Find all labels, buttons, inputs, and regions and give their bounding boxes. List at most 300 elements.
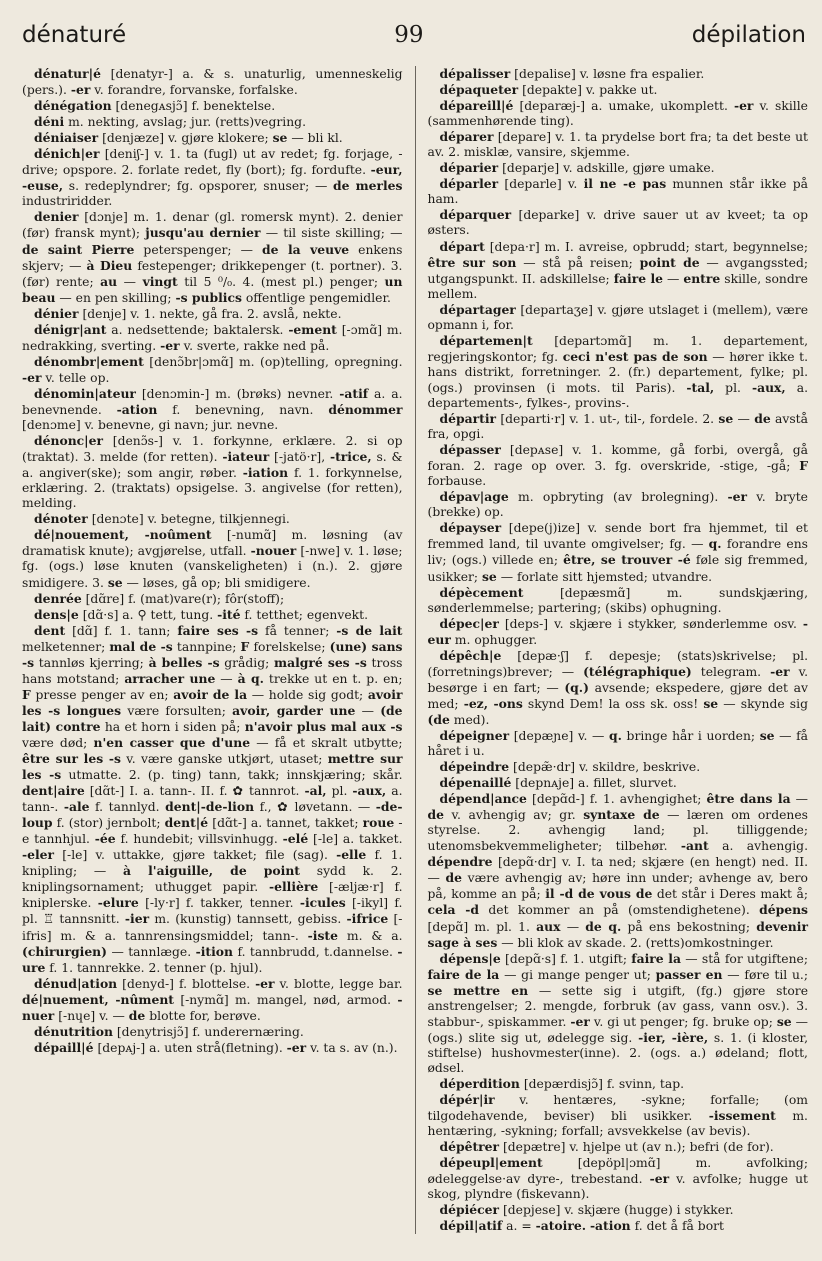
entry-text: [-numɑ̃] m. løsning (av dramatisk knute); avgjørelse, utfall. (22, 528, 403, 559)
entry-text: s. redeplyndrer; fg. opsporer, snuser; — (63, 179, 333, 194)
entry-text: s. 1. (i kloster, stiftelse) hushovmester(inne). 2. (ogs. a.) ødeland; flott, ødsel. (427, 1030, 809, 1075)
dictionary-entry (428, 775, 809, 791)
entry-headword: F (22, 686, 31, 702)
entry-headword: dépiécer (439, 1202, 500, 1218)
entry-headword: -ier, -ière, (638, 1029, 709, 1045)
entry-text: [departi·r] v. 1. ut-, til-, fordele. 2. (496, 412, 719, 427)
entry-text: [-jatö·r], (269, 450, 330, 465)
entry-text: avsende; ekspedere, gjøre det av med; (427, 680, 808, 711)
dictionary-entry (428, 1202, 809, 1218)
entry-headword: passer en (655, 966, 723, 982)
entry-headword: jusqu'au dernier (145, 225, 261, 241)
entry-text: a. departements-, fylkes-, provins-. (427, 380, 808, 410)
dictionary-entry (22, 306, 403, 322)
entry-headword: déparquer (439, 207, 512, 223)
entry-headword: dénich|er (34, 146, 100, 162)
entry-headword: dens|e (34, 606, 79, 622)
dictionary-entry (428, 442, 809, 489)
entry-text: [deniʃ-] v. 1. ta (fugl) ut av redet; fg. forjage, -drive; opspore. 2. forlate redet, fly (bort); fg. fordufte. (22, 147, 403, 178)
entry-columns (22, 66, 808, 1234)
entry-headword: dénombr|ement (34, 353, 144, 369)
entry-text: [-nwe] v. 1. løse; fg. (ogs.) løse knuten (vanskeligheten) i (n.). 2. gjøre smidigere. 3. (22, 544, 403, 590)
entry-headword: dépareill|é (439, 98, 514, 114)
entry-text: [departɔmɑ̃] m. 1. departement, regjeringskontor; fg. (427, 333, 808, 364)
entry-headword: -ure (22, 943, 403, 975)
entry-text: trekke ut en t. p. en; (263, 671, 403, 686)
entry-text: m. ophugger. (450, 632, 538, 647)
entry-text: [dɑ̃] f. 1. tann; (65, 623, 178, 638)
entry-headword: déparer (439, 129, 494, 145)
entry-headword: dénonc|er (34, 433, 104, 449)
entry-headword: -nuer (22, 991, 403, 1023)
entry-text: [depjese] v. skjære (hugge) i stykker. (499, 1203, 734, 1218)
entry-text: offentlige pengemidler. (241, 290, 391, 305)
dictionary-entry (428, 489, 809, 520)
entry-headword: dent|aire (22, 783, 85, 799)
entry-headword: de (128, 1007, 146, 1023)
entry-text: grådig; (219, 655, 275, 670)
page-number: 99 (394, 22, 424, 48)
entry-text: f. benevning, navn. (157, 402, 329, 417)
entry-text: [depɑ̃] m. pl. 1. (427, 919, 537, 934)
entry-text: — læren om ordenes styrelse. 2. avhengig land; pl. tilliggende; utenomsbekvemmeligheter; tilbehør. (427, 808, 808, 854)
entry-text: [depæ̃·dr] v. skildre, beskrive. (509, 760, 701, 775)
entry-headword: -nouer (250, 543, 297, 559)
entry-headword: il ne -e pas (583, 176, 667, 192)
entry-text: føle sig fremmed, usikker; (427, 553, 808, 584)
entry-text: [deparke] v. drive sauer ut av kveet; ta op østers. (427, 208, 808, 238)
entry-text: [depɑ̃·dr] v. I. ta ned; skjære (en hengt) ned. II. — (427, 855, 808, 886)
entry-text: [depare] v. 1. ta prydelse bort fra; ta det beste ut av. 2. misklæ, vansire, skjemme. (427, 130, 808, 160)
entry-headword: (de lait) contre (22, 702, 403, 734)
dictionary-entry (428, 82, 809, 98)
entry-text: festepenger; drikkepenger (t. portner). 3. (før) rente; (22, 258, 403, 289)
entry-headword: -tal, (686, 379, 715, 395)
entry-headword: à q. (237, 670, 264, 686)
entry-headword: -ité (217, 606, 241, 622)
dictionary-entry (428, 302, 809, 333)
dictionary-entry (22, 591, 403, 607)
dictionary-entry (428, 160, 809, 176)
entry-text: [depɑ̃d-] f. 1. avhengighet; (526, 792, 707, 807)
dictionary-entry (22, 623, 403, 976)
dictionary-entry (22, 354, 403, 386)
entry-headword: denrée (34, 590, 82, 606)
entry-headword: faire ses -s (177, 622, 259, 638)
entry-text: [depnᴀje] a. fillet, slurvet. (511, 776, 677, 791)
dictionary-entry (22, 433, 403, 511)
entry-text: [depe(j)ize] v. sende bort fra hjemmet, til et fremmed land, til uvante omgivelser; fg. — (427, 521, 808, 552)
entry-text: [denɔte] v. betegne, tilkjennegi. (87, 512, 290, 527)
entry-text: [depɑ̃·s] f. 1. utgift; (500, 951, 632, 966)
header-guide-word-left: dénaturé (22, 22, 127, 48)
entry-text: a. tann-. (22, 784, 403, 815)
entry-headword: être dans la (706, 791, 791, 807)
entry-text: [dɑ̃·s] a. ⚲ tett, tung. (78, 607, 218, 622)
entry-text: [-ikyl] f. pl. ♖ tannsnitt. (22, 896, 403, 927)
entry-headword: départager (439, 301, 516, 317)
dictionary-entry (428, 1092, 809, 1139)
entry-text: skynd Dem! la oss sk. oss! (522, 696, 704, 711)
entry-headword: -er (286, 1039, 307, 1055)
entry-headword: dénier (34, 305, 79, 321)
entry-headword: dépens (759, 902, 809, 918)
entry-headword: q. (708, 536, 722, 552)
entry-headword: au (100, 273, 118, 289)
entry-headword: dépenaillé (439, 775, 512, 791)
dictionary-entry (22, 976, 403, 1024)
entry-headword: ceci n'est pas de son (562, 348, 708, 364)
entry-headword: avoir les -s longues (22, 686, 403, 718)
dictionary-entry (428, 1218, 809, 1234)
entry-text: a. nedsettende; baktalersk. (106, 322, 289, 337)
entry-headword: -er (160, 337, 180, 353)
entry-text: sydd k. 2. kniplingsornament; uthugget papir. (22, 864, 403, 895)
entry-headword: -s de lait (336, 622, 403, 638)
entry-text: — føre til u.; (722, 967, 809, 982)
entry-headword: -de-loup (22, 799, 403, 831)
entry-headword: dénud|ation (34, 975, 118, 991)
entry-text: [denyd-] f. blottelse. (117, 976, 256, 991)
entry-text: tross hans motstand; (22, 655, 403, 686)
dictionary-entry (428, 207, 809, 238)
entry-text: s. & a. angiver(ske); som angir, røber. (22, 450, 403, 481)
entry-headword: de (754, 411, 771, 427)
entry-headword: (q.) (564, 679, 589, 695)
entry-headword: déparier (439, 160, 499, 176)
entry-text: [denɔ̃br|ɔmɑ̃] m. (op)telling, opregning. (143, 354, 403, 369)
entry-headword: avoir de la (173, 686, 248, 702)
entry-text: [dɔnje] m. 1. denar (gl. romersk mynt). 2. denier (før) fransk mynt); (22, 210, 403, 241)
entry-headword: se (481, 568, 497, 584)
entry-text: v. gi ut penger; fg. bruke op; (589, 1014, 777, 1029)
entry-headword: -issement (708, 1108, 776, 1124)
entry-text: [denɔmin-] m. (brøks) nevner. (135, 386, 340, 401)
entry-headword: -er (770, 663, 790, 679)
entry-headword: dénégation (34, 98, 112, 114)
entry-headword: -eur, -euse, (22, 162, 403, 194)
entry-headword: avoir, garder une (232, 702, 356, 718)
entry-headword: se mettre en (427, 982, 529, 998)
entry-text: [depakte] v. pakke ut. (518, 83, 658, 98)
entry-headword: -er (733, 98, 754, 114)
entry-text: [-nɥe] v. — (54, 1008, 129, 1023)
entry-text: [denje] v. 1. nekte, gå fra. 2. avslå, nekte. (78, 306, 342, 321)
entry-text: f. hundebit; villsvinhugg. (115, 832, 283, 847)
dictionary-entry (428, 1139, 809, 1155)
entry-text: f. (stor) jernbolt; (52, 816, 165, 831)
dictionary-entry (22, 386, 403, 433)
entry-headword: à belles -s (148, 654, 220, 670)
entry-text: f. 1. forkynnelse, erklæring. 2. (traktats) opsigelse. 3. angivelse (for retten), melding. (22, 466, 403, 511)
entry-text: være avhengig av; høre inn under; avhenge av, bero på, komme an på; (427, 871, 808, 902)
entry-text: [depætre] v. hjelpe ut (av n.); befri (de for). (499, 1140, 774, 1155)
entry-text: [denytrisjɔ̃] f. underernæring. (112, 1024, 304, 1039)
entry-text: m. & a. (338, 928, 403, 943)
entry-headword: malgré ses -s (274, 654, 367, 670)
entry-headword: être, se trouver -é (563, 552, 691, 568)
entry-text: f., ✿ løvetann. — (254, 800, 376, 815)
header-guide-word-right: dépilation (691, 22, 806, 48)
entry-headword: dénomin|ateur (34, 385, 136, 401)
entry-text: telegram. (691, 664, 771, 679)
entry-text: [depærdisjɔ̃] f. svinn, tap. (519, 1077, 685, 1091)
entry-text: a. avhengig. (708, 839, 809, 854)
entry-headword: à Dieu (86, 257, 133, 273)
entry-headword: se (759, 727, 775, 743)
entry-text: tannløs kjerring; (34, 655, 149, 670)
entry-text: — bli kl. (287, 131, 343, 146)
entry-headword: -er (70, 82, 91, 98)
entry-headword: aux (536, 918, 561, 934)
entry-headword: -aux, (352, 783, 387, 799)
entry-text: [depæ·ʃ] f. depesje; (stats)skrivelse; pl. (forretnings)brever; — (427, 648, 808, 679)
entry-text: — holde sig godt; (247, 687, 368, 702)
dictionary-entry (22, 66, 403, 98)
dictionary-entry (428, 585, 809, 616)
dictionary-entry (22, 114, 403, 130)
entry-text: — gi mange penger ut; (499, 967, 656, 982)
entry-headword: dépend|ance (439, 791, 527, 807)
dictionary-entry (428, 411, 809, 442)
entry-headword: q. (608, 727, 622, 743)
entry-text: — løses, gå op; bli smidigere. (122, 575, 311, 590)
entry-text: avstå fra, opgi. (427, 412, 808, 442)
entry-text: forelskelse; (249, 639, 330, 654)
entry-text: [denjæze] v. gjøre klokere; (98, 131, 273, 146)
entry-headword: dépil|atif (439, 1218, 503, 1234)
entry-headword: de saint Pierre (22, 241, 135, 257)
dictionary-entry (22, 1024, 403, 1040)
entry-text: [dɑ̃t-] a. tannet, takket; (208, 816, 363, 831)
dictionary-entry (22, 1040, 403, 1056)
entry-headword: dent (34, 622, 66, 638)
entry-text: — (662, 271, 684, 286)
entry-text: [denegᴀsjɔ̃] f. benektelse. (111, 99, 276, 114)
entry-text: [depᴀj-] a. uten strå(fletning). (93, 1040, 287, 1055)
entry-headword: se (776, 1013, 792, 1029)
entry-headword: cela -d (427, 902, 480, 918)
entry-headword: dépaqueter (439, 82, 519, 98)
entry-headword: être sur son (427, 254, 517, 270)
dictionary-entry (428, 520, 809, 584)
entry-text: m. nekting, avslag; jur. (retts)vegring. (64, 115, 306, 130)
entry-headword: mettre sur les -s (22, 751, 403, 783)
entry-text: [depalise] v. løsne fra espalier. (510, 67, 705, 81)
entry-text: [dɑ̃re] f. (mat)vare(r); fôr(stoff); (81, 591, 285, 606)
entry-text: skille, sondre mellem. (427, 271, 808, 301)
entry-headword: dépayser (439, 520, 502, 536)
left-column (22, 66, 415, 1234)
entry-text: [deparje] v. adskille, gjøre umake. (498, 161, 715, 176)
entry-headword: n'avoir plus mal aux -s (244, 718, 403, 734)
entry-headword: dépêch|e (439, 647, 502, 663)
entry-headword: dépècement (439, 584, 524, 600)
entry-text: til 5 ⁰/₀. 4. (mest pl.) penger; (177, 274, 385, 289)
entry-headword: -eler (22, 847, 55, 863)
entry-headword: denier (34, 209, 79, 225)
entry-headword: de q. (585, 918, 622, 934)
entry-text: — få et skralt utbytte; (250, 735, 403, 750)
entry-text: [depa·r] m. I. avreise, opbrudd; start, begynnelse; (484, 239, 808, 254)
entry-headword: être sur les -s (22, 751, 121, 767)
dictionary-entry (428, 728, 809, 759)
entry-headword: déparler (439, 176, 499, 192)
entry-text: [denɔme] v. benevne, gi navn; jur. nevne. (22, 418, 279, 433)
entry-headword: se (718, 411, 734, 427)
entry-headword: de (445, 870, 462, 886)
dictionary-entry (428, 129, 809, 160)
entry-text: [denɔ̃s-] v. 1. forkynne, erklære. 2. si op (traktat). 3. melde (for retten). (22, 434, 403, 465)
entry-headword: mal de -s (109, 638, 173, 654)
entry-headword: dépav|age (439, 489, 509, 505)
entry-text: [depᴀse] v. 1. komme, gå forbi, overgå, gå foran. 2. rage op over. 3. fg. overskride, -stige, -gå; (427, 443, 808, 474)
entry-headword: arracher une (124, 670, 216, 686)
entry-headword: -ée (94, 831, 116, 847)
entry-headword: -er (649, 1171, 670, 1187)
entry-headword: -ition (195, 943, 233, 959)
dictionary-entry (428, 1076, 809, 1092)
entry-headword: F (799, 458, 808, 474)
entry-text: industriridder. (22, 194, 113, 209)
entry-headword: dépér|ir (439, 1092, 495, 1108)
entry-headword: -ant (680, 838, 709, 854)
entry-headword: dé|nouement, -noûment (34, 527, 212, 543)
entry-headword: -ement (288, 321, 337, 337)
entry-headword: de merles (333, 178, 403, 194)
entry-text: [depöpl|ɔmɑ̃] m. avfolking; ødeleggelse·av dyre-, trebestand. (427, 1156, 808, 1187)
dictionary-entry (22, 209, 403, 305)
entry-headword: -aux, (751, 379, 786, 395)
entry-headword: -trice, (329, 449, 372, 465)
entry-text: — en pen skilling; (55, 290, 176, 305)
entry-headword: déniaiser (34, 130, 99, 146)
entry-headword: déperdition (439, 1076, 520, 1091)
entry-text: ha et horn i siden på; (100, 719, 245, 734)
entry-text: forandre ens liv; (ogs.) villede en; (427, 537, 808, 568)
entry-text: f. tannbrudd, t.dannelse. (233, 944, 398, 959)
entry-headword: F (240, 638, 250, 654)
entry-text: få tenner; (258, 623, 337, 638)
entry-headword: départemen|t (439, 332, 533, 348)
entry-headword: dépeigner (439, 727, 510, 743)
entry-headword: dénommer (328, 401, 403, 417)
entry-headword: dépaill|é (34, 1039, 94, 1055)
dictionary-entry (22, 130, 403, 146)
entry-text: [denatyr-] a. & s. unaturlig, umenneskelig (pers.). (22, 67, 403, 98)
entry-headword: faire de la (427, 966, 500, 982)
entry-headword: -eur (427, 615, 808, 647)
dictionary-entry (428, 66, 809, 82)
entry-text: bringe hår i uorden; (621, 728, 760, 743)
right-column (415, 66, 809, 1234)
entry-text: — skynde sig (718, 696, 808, 711)
entry-headword: dépens|e (439, 950, 501, 966)
entry-headword: vingt (142, 273, 178, 289)
entry-headword: dénigr|ant (34, 321, 107, 337)
entry-text: være død; (22, 735, 94, 750)
entry-headword: (chirurgien) (22, 943, 107, 959)
entry-text: — til siste skilling; — (260, 226, 403, 241)
entry-text: [-ly·r] f. takker, tenner. (138, 896, 300, 911)
entry-headword: dépalisser (439, 66, 511, 81)
dictionary-entry (22, 511, 403, 527)
entry-headword: à l'aiguille, de point (123, 863, 300, 879)
entry-headword: -er (22, 369, 42, 385)
entry-headword: il -d de vous de (545, 886, 653, 902)
entry-headword: -iation (242, 465, 289, 481)
dictionary-entry (428, 1155, 809, 1202)
entry-headword: entre (683, 270, 721, 286)
dictionary-entry (428, 759, 809, 775)
entry-text: det står i Deres makt å; (652, 887, 808, 902)
entry-headword: -icules (299, 895, 346, 911)
entry-text: — (355, 703, 381, 718)
entry-headword: dénatur|é (34, 66, 101, 81)
dictionary-entry (22, 607, 403, 623)
entry-text: [-ɔmɑ̃] m. nedrakking, sverting. (22, 322, 403, 353)
entry-headword: -er (255, 975, 275, 991)
entry-headword: devenir sage à ses (427, 918, 808, 950)
entry-text: peterspenger; — (134, 242, 263, 257)
entry-headword: (télégraphique) (583, 663, 692, 679)
entry-text: v. ta s. av (n.). (306, 1040, 398, 1055)
entry-headword: -iste (307, 927, 338, 943)
entry-headword: -er (727, 489, 748, 505)
dictionary-entry (428, 333, 809, 411)
entry-text: f. tetthet; egenvekt. (240, 607, 368, 622)
entry-text: f. det å få bort (630, 1219, 724, 1234)
entry-text: — hører ikke t. hans distrikt, forretninger. 2. (fr.) departement, fylke; pl. (ogs.) provinsen (i mots. til Paris). (427, 349, 808, 395)
entry-headword: -ale (63, 799, 90, 815)
entry-text: pl. (326, 784, 353, 799)
entry-headword: -atif (339, 385, 369, 401)
entry-text: — sette sig i utgift, (fg.) gjøre store anstrengelser; 2. mengde, forbruk (av gass, vann osv.). 3. stabbur-, spiskammer. (427, 983, 808, 1029)
entry-text: f. 1. tannrekke. 2. tenner (p. hjul). (45, 960, 263, 975)
entry-headword: dé|nuement, -nûment (22, 991, 175, 1007)
entry-headword: se (107, 574, 123, 590)
entry-text: utmatte. 2. (p. ting) tann, takk; innskjæring; skår. (61, 768, 403, 783)
entry-text: [deps-] v. skjære i stykker, sønderlemme osv. (498, 616, 803, 631)
entry-text: a. a. benevnende. (22, 386, 403, 417)
entry-headword: -ellière (268, 879, 319, 895)
entry-headword: -al, (304, 783, 327, 799)
entry-text: melketenner; (22, 639, 110, 654)
entry-text: v. være ganske utkjørt, utaset; (120, 752, 328, 767)
entry-headword: dent|é (164, 815, 209, 831)
dictionary-entry (22, 322, 403, 354)
entry-headword: dénutrition (34, 1023, 113, 1039)
entry-text: være forsulten; (121, 703, 233, 718)
entry-text: — (790, 792, 808, 807)
entry-text: f. tannlyd. (89, 800, 166, 815)
entry-headword: -elure (97, 895, 139, 911)
entry-text: v. blotte, legge bar. (274, 976, 403, 991)
entry-text: tannpine; (172, 639, 241, 654)
entry-headword: -elle (336, 847, 367, 863)
entry-headword: déni (34, 114, 65, 130)
entry-text: v. besørge i en fart; — (427, 664, 809, 695)
entry-headword: départir (439, 411, 497, 427)
entry-headword: (une) sans -s (22, 638, 403, 670)
entry-headword: dénoter (34, 511, 88, 527)
entry-text: f. 1. knipling; — (22, 848, 403, 879)
entry-headword: se (272, 130, 288, 146)
entry-text: v. telle op. (41, 370, 110, 385)
dictionary-entry (428, 648, 809, 728)
entry-text: pl. (714, 380, 752, 395)
entry-text: — få håret i u. (427, 728, 809, 759)
